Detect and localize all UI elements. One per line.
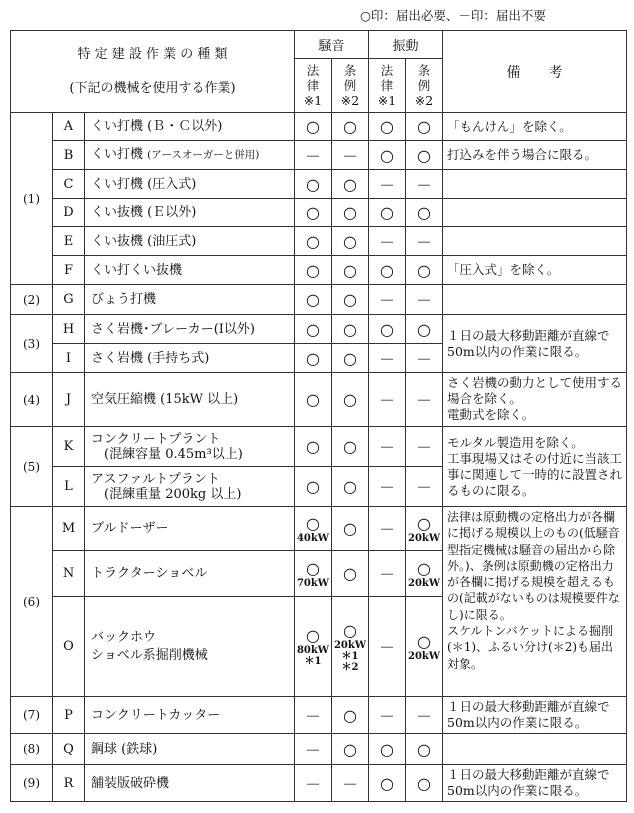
remarks-cell: 「圧入式」を除く。 xyxy=(443,256,627,285)
noise-law-cell: ○ 80kW ＊1 xyxy=(295,597,332,697)
noise-ordinance-cell: ○ xyxy=(332,507,369,551)
row-code: D xyxy=(53,199,85,227)
row-code: F xyxy=(53,256,85,285)
vibration-law-cell: ○ xyxy=(369,734,406,765)
vibration-law-cell: － xyxy=(369,427,406,467)
noise-law-cell: － xyxy=(295,765,332,802)
vibration-law-cell: ○ xyxy=(369,141,406,170)
noise-header: 騒音 xyxy=(295,31,369,59)
noise-ordinance-cell: ○ xyxy=(332,467,369,507)
vibration-ordinance-cell: ○ xyxy=(406,141,443,170)
group-label: (2) xyxy=(11,285,53,315)
remarks-cell: １日の最大移動距離が直線で50m以内の作業に限る。 xyxy=(443,765,627,802)
row-name: コンクリートプラント (混練容量 0.45m³以上) xyxy=(85,427,295,467)
vibration-law-cell: － xyxy=(369,597,406,697)
vibration-law-header: 法律 ※1 xyxy=(369,59,406,113)
noise-ordinance-cell: ○ xyxy=(332,697,369,734)
vibration-ordinance-cell: ○ xyxy=(406,765,443,802)
vibration-law-cell: － xyxy=(369,507,406,551)
noise-ordinance-cell: ○ xyxy=(332,373,369,427)
noise-law-cell: － xyxy=(295,141,332,170)
row-code: N xyxy=(53,551,85,597)
row-code: H xyxy=(53,315,85,344)
noise-ordinance-cell: ○ xyxy=(332,551,369,597)
row-name: ブルドーザー xyxy=(85,507,295,551)
row-code: B xyxy=(53,141,85,170)
remarks-cell: モルタル製造用を除く。 工事現場又はその付近に当該工事に関連して一時的に設置されるものに限る。 xyxy=(443,427,627,507)
row-name: トラクターショベル xyxy=(85,551,295,597)
row-code: A xyxy=(53,113,85,141)
row-name: くい打機 (アースオーガーと併用) xyxy=(85,141,295,170)
row-code: C xyxy=(53,170,85,199)
noise-law-cell: ○ xyxy=(295,256,332,285)
noise-law-header: 法律 ※1 xyxy=(295,59,332,113)
noise-law-cell: ○ 70kW xyxy=(295,551,332,597)
noise-ordinance-header: 条例 ※2 xyxy=(332,59,369,113)
noise-law-cell: ○ xyxy=(295,427,332,467)
noise-ordinance-cell: ○ xyxy=(332,199,369,227)
group-label: (9) xyxy=(11,765,53,802)
noise-law-cell: ○ xyxy=(295,113,332,141)
vibration-law-cell: ○ xyxy=(369,113,406,141)
vibration-law-cell: － xyxy=(369,551,406,597)
row-name: くい打機 (圧入式) xyxy=(85,170,295,199)
group-label: (5) xyxy=(11,427,53,507)
vibration-law-cell: － xyxy=(369,170,406,199)
noise-law-cell: ○ 40kW xyxy=(295,507,332,551)
noise-ordinance-cell: ○ xyxy=(332,113,369,141)
remarks-cell: １日の最大移動距離が直線で50m以内の作業に限る。 xyxy=(443,315,627,373)
noise-ordinance-cell: ○ xyxy=(332,285,369,315)
row-name: 鋼球 (鉄球) xyxy=(85,734,295,765)
row-name: 空気圧縮機 (15kW 以上) xyxy=(85,373,295,427)
row-name: くい抜機 (Ｅ以外) xyxy=(85,199,295,227)
row-code: E xyxy=(53,227,85,256)
vibration-law-cell: － xyxy=(369,227,406,256)
vibration-law-cell: － xyxy=(369,285,406,315)
row-code: Q xyxy=(53,734,85,765)
vibration-ordinance-cell: ○ xyxy=(406,199,443,227)
noise-law-cell: ○ xyxy=(295,285,332,315)
vibration-ordinance-cell: ○ xyxy=(406,734,443,765)
remarks-cell xyxy=(443,734,627,765)
noise-law-cell: ○ xyxy=(295,315,332,344)
vibration-ordinance-cell: － xyxy=(406,697,443,734)
row-code: G xyxy=(53,285,85,315)
noise-ordinance-cell: ○ xyxy=(332,734,369,765)
vibration-ordinance-cell: ○ 20kW xyxy=(406,551,443,597)
row-code: L xyxy=(53,467,85,507)
remarks-cell xyxy=(443,170,627,199)
noise-ordinance-cell: ○ xyxy=(332,227,369,256)
noise-law-cell: － xyxy=(295,734,332,765)
vibration-ordinance-cell: － xyxy=(406,285,443,315)
row-name: コンクリートカッター xyxy=(85,697,295,734)
row-name: くい抜機 (油圧式) xyxy=(85,227,295,256)
remarks-cell: 法律は原動機の定格出力が各欄に掲げる規模以上のもの(低騒音型指定機械は騒音の届出から除外。)、条例は原動機の定格出力が各欄に掲げる規模を超えるもの(記載がないものは規模要件なし)に限る。 スケルトンバケットによる掘削(＊1)、ふるい分け(＊2)も届出対象。 xyxy=(443,507,627,697)
row-name: 舗装版破砕機 xyxy=(85,765,295,802)
vibration-ordinance-cell: ○ 20kW xyxy=(406,507,443,551)
row-name: びょう打機 xyxy=(85,285,295,315)
vibration-law-cell: － xyxy=(369,697,406,734)
vibration-law-cell: ○ xyxy=(369,765,406,802)
noise-ordinance-cell: － xyxy=(332,141,369,170)
remarks-cell: １日の最大移動距離が直線で50m以内の作業に限る。 xyxy=(443,697,627,734)
work-type-header xyxy=(11,31,295,113)
noise-ordinance-cell: ○ xyxy=(332,427,369,467)
row-code: I xyxy=(53,344,85,373)
remarks-cell: 「もんけん」を除く。 xyxy=(443,113,627,141)
group-label: (3) xyxy=(11,315,53,373)
vibration-ordinance-cell: － xyxy=(406,467,443,507)
row-name: くい打くい抜機 xyxy=(85,256,295,285)
vibration-ordinance-cell: － xyxy=(406,427,443,467)
remarks-cell: 打込みを伴う場合に限る。 xyxy=(443,141,627,170)
row-code: K xyxy=(53,427,85,467)
vibration-ordinance-cell: ○ 20kW xyxy=(406,597,443,697)
vibration-ordinance-cell: － xyxy=(406,373,443,427)
remarks-header: 備 考 xyxy=(443,31,627,113)
row-name: さく岩機･ブレーカー(I以外) xyxy=(85,315,295,344)
specified-construction-table xyxy=(10,30,627,802)
row-code: M xyxy=(53,507,85,551)
row-name: バックホウ ショベル系掘削機械 xyxy=(85,597,295,697)
vibration-ordinance-header: 条例 ※2 xyxy=(406,59,443,113)
vibration-law-cell: ○ xyxy=(369,256,406,285)
vibration-law-cell: ○ xyxy=(369,199,406,227)
group-label: (8) xyxy=(11,734,53,765)
vibration-ordinance-cell: － xyxy=(406,227,443,256)
remarks-cell xyxy=(443,199,627,227)
work-type-subtitle: (下記の機械を使用する作業) xyxy=(69,80,236,96)
group-label: (7) xyxy=(11,697,53,734)
vibration-ordinance-cell: ○ xyxy=(406,256,443,285)
row-code: P xyxy=(53,697,85,734)
noise-law-cell: ○ xyxy=(295,227,332,256)
remarks-cell xyxy=(443,285,627,315)
noise-ordinance-cell: ○ xyxy=(332,344,369,373)
noise-ordinance-cell: － xyxy=(332,765,369,802)
noise-law-cell: ○ xyxy=(295,199,332,227)
vibration-ordinance-cell: ○ xyxy=(406,113,443,141)
row-code: R xyxy=(53,765,85,802)
row-name: アスファルトプラント (混練重量 200kg 以上) xyxy=(85,467,295,507)
vibration-ordinance-cell: － xyxy=(406,344,443,373)
vibration-header: 振動 xyxy=(369,31,443,59)
noise-ordinance-cell: ○ 20kW ＊1 ＊2 xyxy=(332,597,369,697)
vibration-law-cell: ○ xyxy=(369,315,406,344)
row-code: J xyxy=(53,373,85,427)
legend: ○印：届出必要、－印：届出不要 xyxy=(360,8,546,23)
noise-ordinance-cell: ○ xyxy=(332,256,369,285)
vibration-law-cell: － xyxy=(369,373,406,427)
vibration-law-cell: － xyxy=(369,344,406,373)
group-label: (4) xyxy=(11,373,53,427)
row-code: O xyxy=(53,597,85,697)
noise-law-cell: ○ xyxy=(295,373,332,427)
vibration-ordinance-cell: － xyxy=(406,170,443,199)
noise-ordinance-cell: ○ xyxy=(332,315,369,344)
noise-law-cell: － xyxy=(295,697,332,734)
remarks-cell xyxy=(443,227,627,256)
vibration-law-cell: － xyxy=(369,467,406,507)
noise-law-cell: ○ xyxy=(295,467,332,507)
row-name: くい打機 (Ｂ・Ｃ以外) xyxy=(85,113,295,141)
group-label: (6) xyxy=(11,507,53,697)
group-label: (1) xyxy=(11,113,53,285)
noise-ordinance-cell: ○ xyxy=(332,170,369,199)
vibration-ordinance-cell: ○ xyxy=(406,315,443,344)
row-name: さく岩機 (手持ち式) xyxy=(85,344,295,373)
noise-law-cell: ○ xyxy=(295,170,332,199)
noise-law-cell: ○ xyxy=(295,344,332,373)
work-type-title: 特 定 建 設 作 業 の 種 類 xyxy=(77,46,228,62)
remarks-cell: さく岩機の動力として使用する場合を除く。 電動式を除く。 xyxy=(443,373,627,427)
